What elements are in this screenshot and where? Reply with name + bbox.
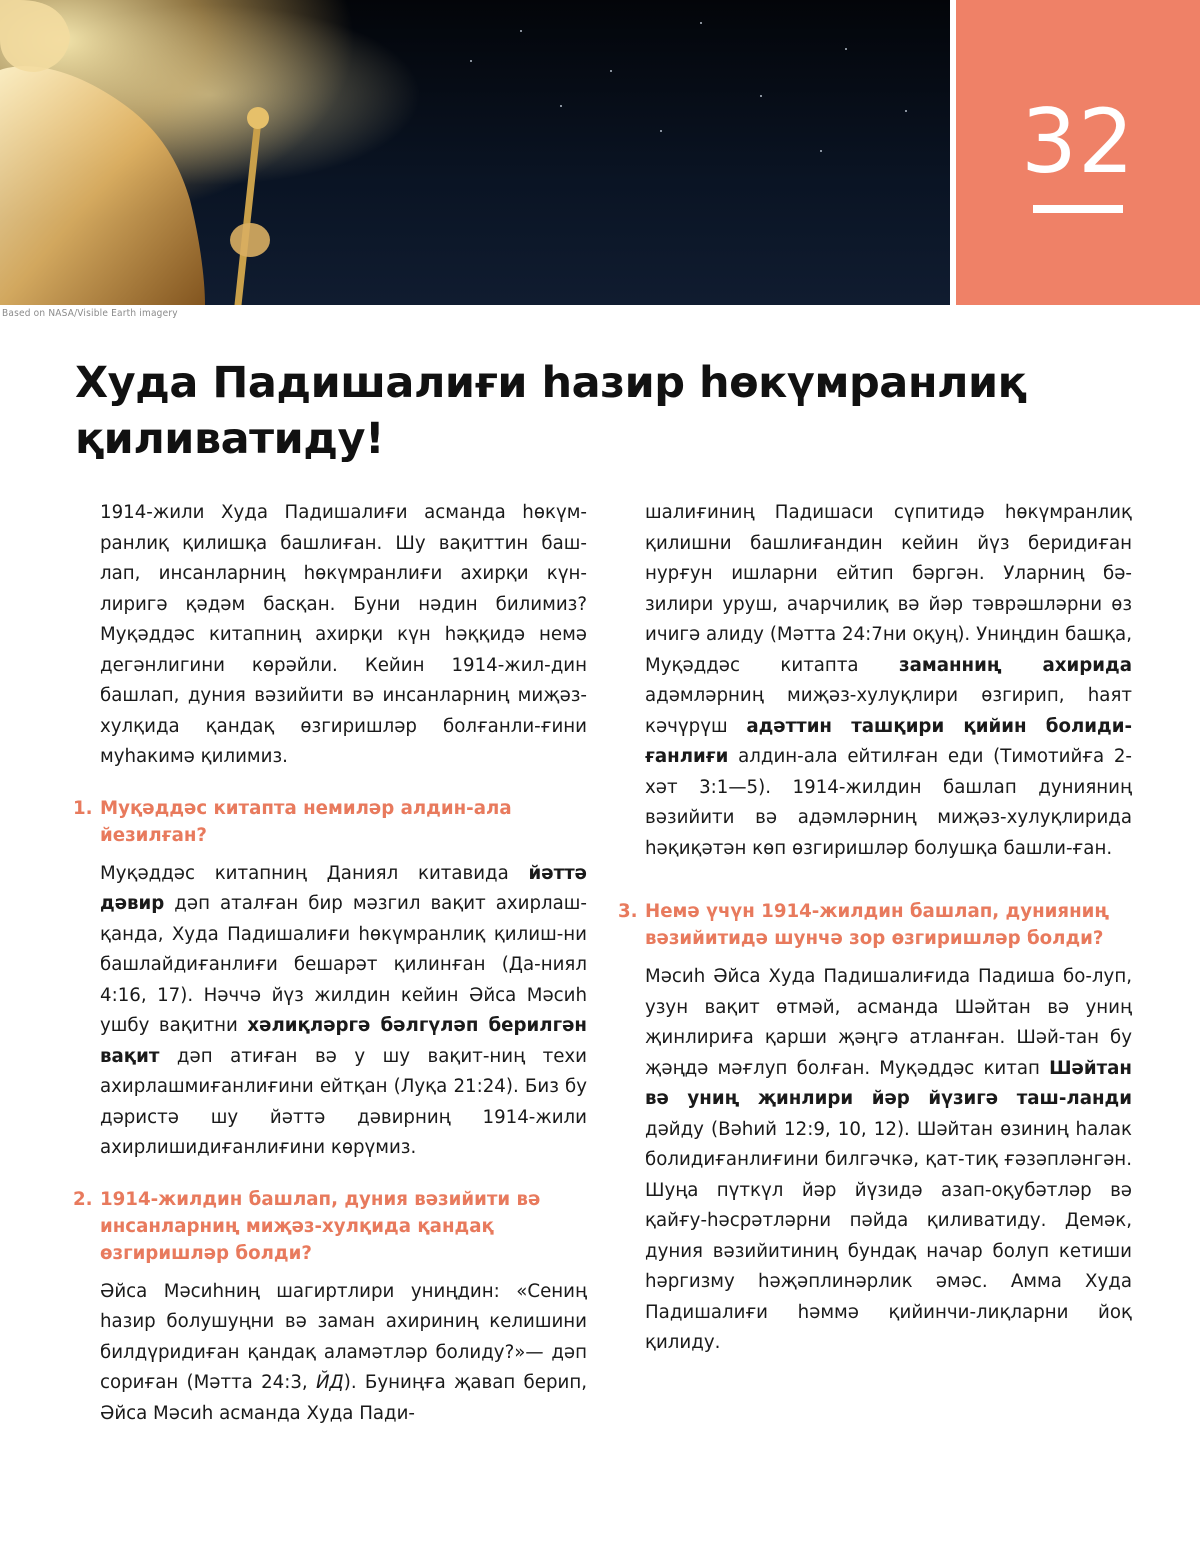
question-2: [73, 1186, 587, 1267]
text-run: Муқәддәс китапниң Даниял китавида: [100, 862, 529, 884]
bold-phrase: йәттә дәвир: [100, 862, 587, 914]
question-number: 1.: [73, 797, 93, 819]
text-run: дәйду (Вәһий 12:9, 10, 12). Шәйтан өзиниң һалак болидиғанлиғини билгәчкә, қат-тиқ ғәзәпләнгән. Шуңа пүткүл йәр йүзидә азап-оқубәтләр вә қайғу-һәсрәтләрни пәйда қиливатиду. Демәк, дуния вәзийитиниң бундақ начар болуп кетиши һәргизму һәҗәплинәрлик әмәс. Амма Худа Падишалиғи һәммә қийинчи-лиқларни йоқ қилиду.: [645, 1118, 1132, 1353]
bold-phrase: заманниң ахирида: [899, 654, 1132, 676]
right-column: [618, 498, 1133, 1375]
lesson-number-underline: [1033, 205, 1123, 213]
text-run: ). Буниңға җавап берип, Әйса Мәсиһ асманда Худа Пади-: [100, 1372, 587, 1424]
star: [520, 30, 522, 32]
italic-abbreviation: ЙД: [315, 1372, 344, 1393]
bold-phrase: Шәйтан вә униң җинлири йәр йүзигә таш-ланди: [645, 1057, 1132, 1109]
question-text: Немә үчүн 1914-жилдин башлап, дунияниң вәзийитидә шунчә зор өзгиришләр болди?: [645, 901, 1110, 949]
intro-paragraph: 1914-жили Худа Падишалиғи асманда һөкүм-ранлиқ қилишқа башлиған. Шу вақиттин баш-лап, инсанларниң һөкүмранлиғи ахирқи күн-лиригә қәдәм басқан. Буни нәдин билимиз? Муқәддәс китапниң ахирқи күн һәққидә немә дегәнлигини көрәйли. Кейин 1914-жил-дин башлап, дуния вәзийити вә инсанларниң миҗәз-хулқида қандақ өзгиришләр болғанли-ғини муһакимә қилимиз.: [100, 502, 587, 767]
text-run: дәп аталған бир мәзгил вақит ахирлаш-қанда, Худа Падишалиғи һөкүмранлиқ қилиш-ни башлайдиғанлиғи бешарәт қилинған (Да-ниял 4:16, 17). Нәччә йүз жилдин кейин Әйса Мәсиһ ушбу вақитни: [100, 893, 587, 1036]
left-column: [73, 498, 587, 1445]
hero-image: [0, 0, 950, 305]
king-figure-illustration: [0, 0, 320, 305]
star: [610, 70, 612, 72]
question-1: [73, 795, 587, 849]
answer-3-paragraph: [645, 962, 1132, 1359]
answer-2-paragraph-part-2: [645, 498, 1132, 864]
star: [820, 150, 822, 152]
text-run: Мәсиһ Әйса Худа Падишалиғида Падиша бо-луп, узун вақит өтмәй, асманда Шәйтан вә униң җинлириға қарши җәңгә атланған. Шәй-тан бу җәңдә мәғлуп болған. Муқәддәс китап: [645, 966, 1132, 1079]
lesson-number-box: [956, 0, 1200, 305]
text-run: шалиғиниң Падишаси сүпитидә һөкүмранлиқ қилишни башлиғандин кейин йүз беридиған нурғун ишларни ейтип бәргән. Уларниң бә-зилири уруш, ачарчилиқ вә йәр тәврәшләрни өз ичигә алиду (Мәтта 24:7ни оқуң). Униңдин башқа, Муқәддәс китапта: [645, 502, 1132, 676]
star: [660, 130, 662, 132]
answer-2-paragraph-part-1: [100, 1277, 587, 1430]
star: [470, 60, 472, 62]
question-text: 1914-жилдин башлап, дуния вәзийити вә инсанларниң миҗәз-хулқида қандақ өзгиришләр болди?: [100, 1188, 541, 1264]
lesson-number: 32: [1021, 90, 1135, 193]
question-number: 3.: [618, 901, 638, 922]
text-run: адәмләрниң миҗәз-хулуқлири өзгирип, һаят кәчүрүш: [645, 685, 1132, 737]
question-number: 2.: [73, 1188, 93, 1210]
star: [700, 22, 702, 24]
star: [760, 95, 762, 97]
question-3: [618, 898, 1132, 952]
text-run: дәп атиған вә у шу вақит-ниң техи ахирлашмиғанлиғини ейтқан (Луқа 21:24). Биз бу дәристә шу йәттә дәвирниң 1914-жили ахирлишидиғанлиғини көрүмиз.: [100, 1045, 587, 1158]
bold-phrase: адәттин ташқири қийин болиди-ғанлиғи: [645, 715, 1133, 767]
star: [905, 110, 907, 112]
answer-1-paragraph: [100, 859, 587, 1164]
star: [560, 105, 562, 107]
photo-credit: Based on NASA/Visible Earth imagery: [2, 308, 178, 319]
page-title: Худа Падишалиғи һазир һөкүмранлиқ қиливатиду!: [75, 358, 1027, 464]
star: [845, 48, 847, 50]
text-run: Әйса Мәсиһниң шагиртлири униңдин: «Сениң һазир болушуңни вә заман ахириниң келишини билдүридиған қандақ аламәтләр болиду?»— дәп сориған (Мәтта 24:3,: [100, 1280, 587, 1393]
bold-phrase: хәлиқләргә бәлгүләп берилгән вақит: [100, 1015, 587, 1067]
question-text: Муқәддәс китапта немиләр алдин-ала йезилған?: [100, 797, 512, 846]
text-run: алдин-ала ейтилған еди (Тимотийға 2-хәт 3:1—5). 1914-жилдин башлап дунияниң вәзийити вә адәмләрниң миҗәз-хулуқлирида һәқиқәтән көп өзгиришләр болушқа башли-ған.: [645, 746, 1132, 859]
